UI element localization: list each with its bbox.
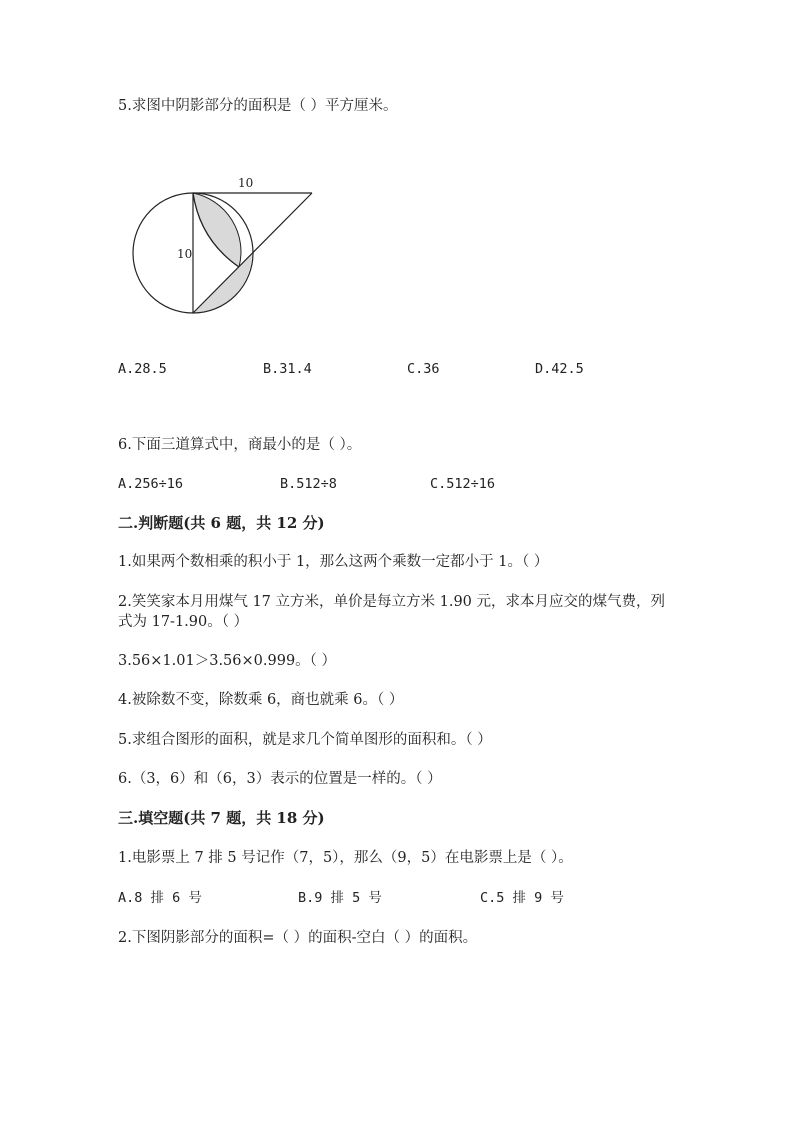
section3-heading: 三.填空题(共 7 题，共 18 分) [118,809,325,827]
section3-q2: 2.下图阴影部分的面积=（ ）的面积-空白（ ）的面积。 [118,930,478,946]
label-top: 10 [238,176,254,190]
q5-option-b[interactable]: B.31.4 [263,361,312,377]
q6-question: 6.下面三道算式中，商最小的是（ ）。 [118,437,362,453]
q6-option-a[interactable]: A.256÷16 [118,476,184,492]
section3-q1-option-a[interactable]: A.8 排 6 号 [118,890,202,906]
section3-q1-option-c[interactable]: C.5 排 9 号 [480,890,564,906]
section2-item-2: 2.笑笑家本月用煤气 17 立方米，单价是每立方米 1.90 元，求本月应交的煤气费，列式为 17-1.90。（ ） [118,594,666,630]
q6-option-b[interactable]: B.512÷8 [280,476,337,492]
label-left: 10 [177,247,193,261]
section2-item-6: 6.（3，6）和（6，3）表示的位置是一样的。（ ） [118,771,442,787]
section2-item-1: 1.如果两个数相乘的积小于 1，那么这两个乘数一定都小于 1。（ ） [118,554,549,570]
section2-item-5: 5.求组合图形的面积，就是求几个简单图形的面积和。（ ） [118,732,492,748]
section3-q1: 1.电影票上 7 排 5 号记作（7，5），那么（9，5）在电影票上是（ ）。 [118,850,573,866]
section2-item-3: 3.56×1.01＞3.56×0.999。（ ） [118,653,337,669]
q5-question: 5.求图中阴影部分的面积是（ ）平方厘米。 [118,98,398,114]
q5-option-c[interactable]: C.36 [407,361,440,377]
section3-q1-option-b[interactable]: B.9 排 5 号 [298,890,382,906]
q6-option-c[interactable]: C.512÷16 [430,476,496,492]
shaded-region-upper [193,193,241,267]
section2-heading: 二.判断题(共 6 题，共 12 分) [118,514,325,532]
section2-item-4: 4.被除数不变，除数乘 6，商也就乘 6。（ ） [118,692,404,708]
q5-figure [128,170,328,320]
q5-option-a[interactable]: A.28.5 [118,361,167,377]
q5-option-d[interactable]: D.42.5 [535,361,584,377]
